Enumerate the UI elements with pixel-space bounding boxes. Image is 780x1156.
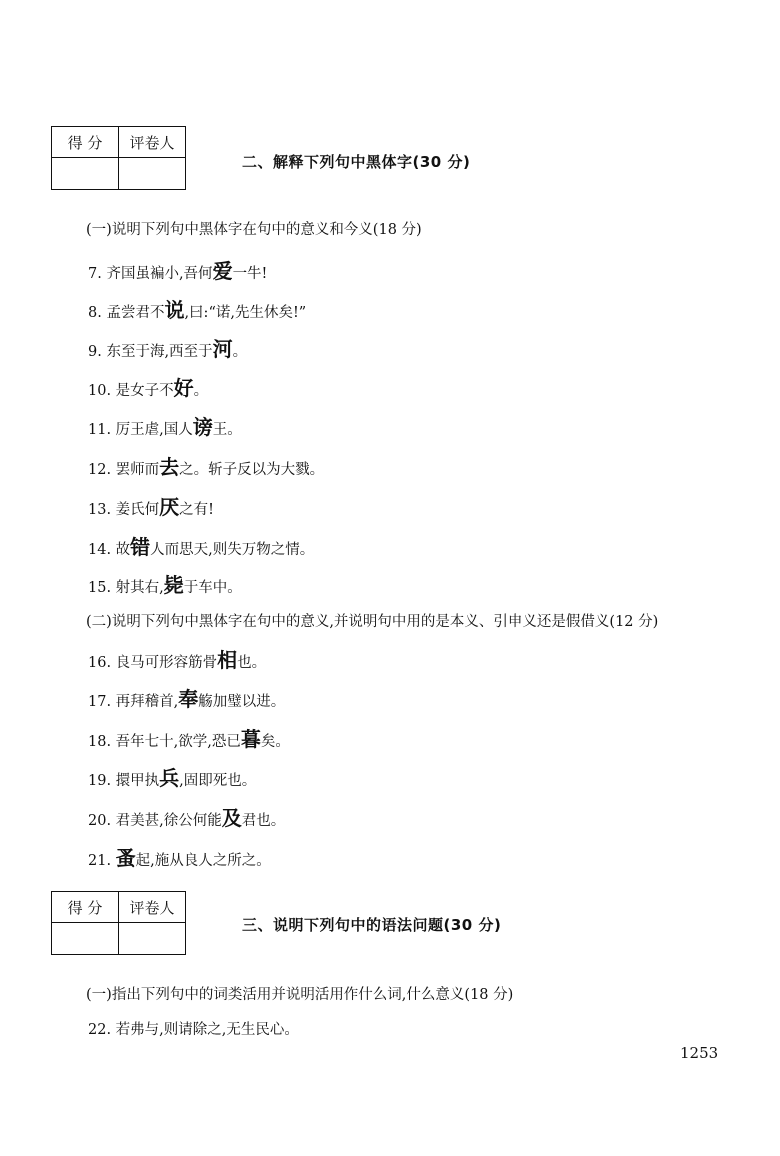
question-21: 21. 蚤起,施从良人之所之。 [88,846,271,870]
question-22: 22. 若弗与,则请除之,无生民心。 [88,1022,299,1038]
section2-title: 二、解释下列句中黑体字(30 分) [242,153,471,171]
page-number: 1253 [680,1044,719,1062]
question-12: 12. 罢师而去之。斩子反以为大戮。 [88,455,325,479]
section3-title: 三、说明下列句中的语法问题(30 分) [242,916,502,934]
question-13: 13. 姜氏何厌之有! [88,495,214,519]
section3-part1-heading: (一)指出下列句中的词类活用并说明活用作什么词,什么意义(18 分) [86,987,514,1003]
question-11: 11. 厉王虐,国人谤王。 [88,415,242,439]
section2-part1-heading: (一)说明下列句中黑体字在句中的意义和今义(18 分) [86,222,422,238]
grader-cell [119,923,186,955]
question-18: 18. 吾年七十,欲学,恐已暮矣。 [88,727,290,751]
question-16: 16. 良马可形容筋骨相也。 [88,648,267,672]
score-header: 得 分 [52,892,119,923]
question-17: 17. 再拜稽首,奉觞加璧以进。 [88,687,286,711]
score-cell [52,923,119,955]
grader-header: 评卷人 [119,127,186,158]
question-10: 10. 是女子不好。 [88,376,209,400]
score-cell [52,158,119,190]
section2-part2-heading: (二)说明下列句中黑体字在句中的意义,并说明句中用的是本义、引申义还是假借义(12 分) [86,614,659,630]
grader-header: 评卷人 [119,892,186,923]
grader-cell [119,158,186,190]
score-table-section2 [51,126,186,190]
question-7: 7. 齐国虽褊小,吾何爱一牛! [88,259,268,283]
question-9: 9. 东至于海,西至于河。 [88,337,248,361]
question-20: 20. 君美甚,徐公何能及君也。 [88,806,286,830]
question-8: 8. 孟尝君不说,曰:“诺,先生休矣!” [88,298,307,322]
question-15: 15. 射其右,毙于车中。 [88,573,242,597]
question-19: 19. 擐甲执兵,固即死也。 [88,766,257,790]
question-14: 14. 故错人而思天,则失万物之情。 [88,535,315,559]
score-table-section3 [51,891,186,955]
score-header: 得 分 [52,127,119,158]
